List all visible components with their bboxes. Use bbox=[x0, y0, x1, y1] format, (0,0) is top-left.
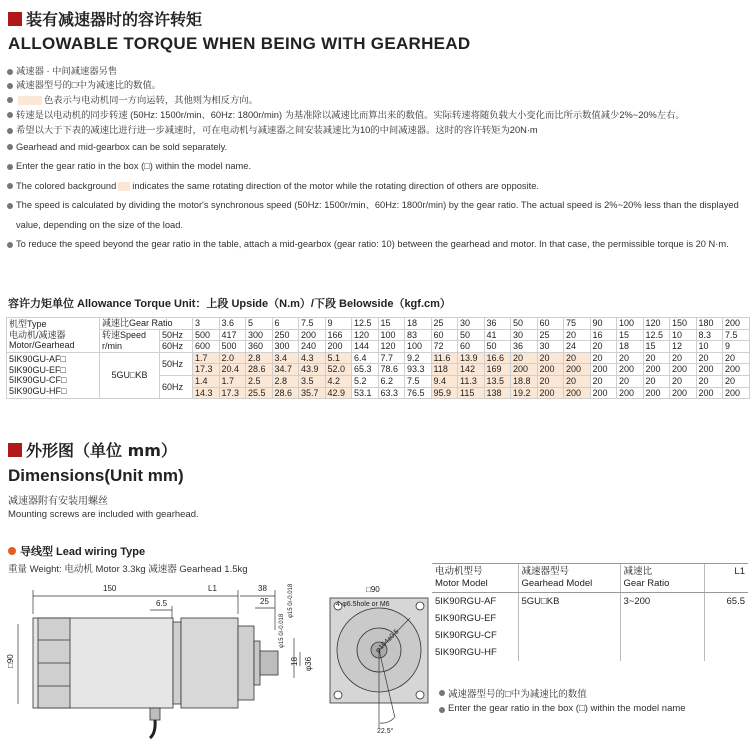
speed-cell: 36 bbox=[511, 341, 538, 353]
torque-cell: 34.7 bbox=[272, 364, 299, 376]
gearhead-model-header: 减速器型号 Gearhead Model bbox=[518, 564, 620, 593]
torque-cell: 115 bbox=[458, 387, 485, 399]
torque-cell: 4.3 bbox=[299, 352, 326, 364]
type-header: 机型Type 电动机/减速器 Motor/Gearhead bbox=[7, 318, 100, 353]
torque-cell: 2.0 bbox=[219, 352, 246, 364]
ratio-cell: 150 bbox=[670, 318, 697, 330]
ratio-row bbox=[7, 318, 750, 330]
dimension-drawing bbox=[0, 578, 432, 745]
dim-end-square-90: □90 bbox=[366, 585, 380, 594]
gear-ratio-header: 减速比 Gear Ratio bbox=[620, 564, 704, 593]
torque-cell: 20 bbox=[590, 352, 617, 364]
torque-cell: 42.9 bbox=[325, 387, 352, 399]
ratio-cell: 200 bbox=[723, 318, 750, 330]
torque-cell: 2.8 bbox=[246, 352, 273, 364]
footnote-cn: 减速器型号的□中为减速比的数值 bbox=[438, 686, 587, 700]
dim-150: 150 bbox=[103, 584, 117, 593]
dim-shaft: φ15 0/-0.018 bbox=[279, 613, 285, 648]
motor-model-header: 电动机型号 Motor Model bbox=[432, 564, 518, 593]
torque-cell: 7.5 bbox=[405, 375, 432, 387]
speed-cell: 120 bbox=[378, 341, 405, 353]
dim-holes: 4-φ6.5hole or M6 bbox=[336, 601, 390, 608]
torque-cell: 1.4 bbox=[193, 375, 220, 387]
torque-cell: 65.3 bbox=[352, 364, 379, 376]
torque-cell: 169 bbox=[484, 364, 511, 376]
dimensions-title-cn: 外形图（单位 mm） bbox=[8, 438, 177, 461]
note-item: The speed is calculated by dividing the motor's synchronous speed (50Hz: 1500r/min、60Hz: 1800r/min) by the gear ratio. The actual speed is 2%~20% less than the displayed value, depending on the size of the load. bbox=[6, 196, 748, 235]
torque-cell: 200 bbox=[617, 387, 644, 399]
hz-label: 60Hz bbox=[160, 341, 193, 353]
torque-cell: 200 bbox=[723, 387, 750, 399]
ratio-cell: 30 bbox=[458, 318, 485, 330]
speed-cell: 360 bbox=[246, 341, 273, 353]
note-item: The colored background indicates the same rotating direction of the motor while the rotating direction of others are opposite. bbox=[6, 177, 748, 197]
mounting-note-en: Mounting screws are included with gearhead. bbox=[8, 509, 199, 520]
torque-cell: 138 bbox=[484, 387, 511, 399]
speed-cell: 144 bbox=[352, 341, 379, 353]
dim-key: φ15 0/-0.018 bbox=[288, 583, 294, 618]
torque-cell: 13.9 bbox=[458, 352, 485, 364]
speed-cell: 10 bbox=[696, 341, 723, 353]
torque-cell: 2.5 bbox=[246, 375, 273, 387]
ratio-cell: 18 bbox=[405, 318, 432, 330]
torque-cell: 17.3 bbox=[219, 387, 246, 399]
ratio-cell: 7.5 bbox=[299, 318, 326, 330]
torque-cell: 9.4 bbox=[431, 375, 458, 387]
speed-cell: 60 bbox=[458, 341, 485, 353]
l1-value: 65.5 bbox=[704, 593, 748, 662]
speed-cell: 30 bbox=[511, 329, 538, 341]
gearhead-model: 5GU□KB bbox=[100, 352, 160, 398]
torque-cell: 93.3 bbox=[405, 364, 432, 376]
torque-cell: 20 bbox=[590, 375, 617, 387]
torque-cell: 20 bbox=[670, 352, 697, 364]
note-item: To reduce the speed beyond the gear ratio in the table, attach a mid-gearbox (gear ratio: 10) between the gearhead and motor. In that case, the permissible torque is 20 N·m. bbox=[6, 235, 748, 255]
note-item: Enter the gear ratio in the box (□) within the model name. bbox=[6, 157, 748, 177]
ratio-header: 减速比Gear Ratio bbox=[100, 318, 193, 330]
speed-cell: 41 bbox=[484, 329, 511, 341]
torque-cell: 200 bbox=[723, 364, 750, 376]
torque-cell: 2.8 bbox=[272, 375, 299, 387]
red-square-icon bbox=[8, 443, 22, 457]
dim-square-90: □90 bbox=[6, 654, 15, 668]
model-list: 5IK90GU-AF□ 5IK90GU-EF□ 5IK90GU-CF□ 5IK90GU-HF□ bbox=[7, 352, 100, 398]
torque-cell: 78.6 bbox=[378, 364, 405, 376]
note-item: 色表示与电动机同一方向运转，其他则为相反方向。 bbox=[6, 93, 748, 107]
torque-cell: 20 bbox=[537, 352, 564, 364]
torque-cell: 200 bbox=[643, 364, 670, 376]
notes-list bbox=[6, 64, 748, 255]
torque-cell: 6.4 bbox=[352, 352, 379, 364]
hz-label: 50Hz bbox=[160, 329, 193, 341]
torque-cell: 5.1 bbox=[325, 352, 352, 364]
ratio-cell: 60 bbox=[537, 318, 564, 330]
speed-cell: 10 bbox=[670, 329, 697, 341]
weight-label: 重量 Weight: 电动机 Motor 3.3kg 减速器 Gearhead 1.5kg bbox=[8, 564, 248, 575]
torque-50-nm-row bbox=[7, 352, 750, 364]
torque-cell: 13.5 bbox=[484, 375, 511, 387]
speed-cell: 24 bbox=[564, 341, 591, 353]
ratio-cell: 120 bbox=[643, 318, 670, 330]
ratio-cell: 12.5 bbox=[352, 318, 379, 330]
torque-cell: 19.2 bbox=[511, 387, 538, 399]
speed-cell: 200 bbox=[299, 329, 326, 341]
speed-cell: 20 bbox=[590, 341, 617, 353]
speed-cell: 500 bbox=[193, 329, 220, 341]
torque-unit-label: 容许力矩单位 Allowance Torque Unit：上段 Upside（N.m）/下段 Belowside（kgf.cm） bbox=[8, 298, 451, 310]
torque-cell: 1.7 bbox=[219, 375, 246, 387]
speed-cell: 72 bbox=[431, 341, 458, 353]
gearhead-value: 5GU□KB bbox=[518, 593, 620, 662]
torque-cell: 28.6 bbox=[246, 364, 273, 376]
torque-cell: 53.1 bbox=[352, 387, 379, 399]
torque-cell: 28.6 bbox=[272, 387, 299, 399]
torque-cell: 20 bbox=[643, 375, 670, 387]
torque-table bbox=[6, 317, 750, 399]
speed-cell: 8.3 bbox=[696, 329, 723, 341]
torque-cell: 200 bbox=[511, 364, 538, 376]
section-title-en: ALLOWABLE TORQUE WHEN BEING WITH GEARHEAD bbox=[8, 34, 471, 53]
model-row bbox=[432, 593, 748, 662]
torque-cell: 4.2 bbox=[325, 375, 352, 387]
torque-cell: 11.6 bbox=[431, 352, 458, 364]
torque-cell: 95.9 bbox=[431, 387, 458, 399]
speed-cell: 15 bbox=[643, 341, 670, 353]
torque-cell: 142 bbox=[458, 364, 485, 376]
torque-cell: 3.5 bbox=[299, 375, 326, 387]
torque-cell: 200 bbox=[643, 387, 670, 399]
speed-cell: 20 bbox=[564, 329, 591, 341]
torque-cell: 20 bbox=[643, 352, 670, 364]
note-item: 转速是以电动机的同步转速 (50Hz: 1500r/min、60Hz: 1800r/min) 为基准除以减速比而算出来的数值。实际转速将随负载大小变化而比所示数值减少2%~20%左右。 bbox=[6, 107, 748, 124]
lead-wiring-title: 导线型 Lead wiring Type bbox=[8, 543, 145, 559]
torque-cell: 20 bbox=[723, 375, 750, 387]
note-item: 减速器 · 中间减速器另售 bbox=[6, 64, 748, 78]
torque-cell: 76.5 bbox=[405, 387, 432, 399]
speed-cell: 300 bbox=[272, 341, 299, 353]
torque-cell: 63.3 bbox=[378, 387, 405, 399]
dim-6-5: 6.5 bbox=[156, 599, 168, 608]
torque-cell: 20 bbox=[617, 375, 644, 387]
torque-cell: 43.9 bbox=[299, 364, 326, 376]
ratio-cell: 3 bbox=[193, 318, 220, 330]
ratio-cell: 36 bbox=[484, 318, 511, 330]
ratio-cell: 90 bbox=[590, 318, 617, 330]
note-item: 希望以大于下表的减速比进行进一步减速时，可在电动机与减速器之间安装减速比为10的中间减速器。这时的容许转矩为20N·m bbox=[6, 123, 748, 137]
torque-cell: 7.7 bbox=[378, 352, 405, 364]
torque-cell: 20 bbox=[617, 352, 644, 364]
red-square-icon bbox=[8, 12, 22, 26]
torque-cell: 1.7 bbox=[193, 352, 220, 364]
speed-cell: 30 bbox=[537, 341, 564, 353]
speed-cell: 12.5 bbox=[643, 329, 670, 341]
motor-models: 5IK90RGU-AF 5IK90RGU-EF 5IK90RGU-CF 5IK90RGU-HF bbox=[435, 596, 497, 658]
ratio-cell: 6 bbox=[272, 318, 299, 330]
torque-cell: 20 bbox=[696, 352, 723, 364]
speed-cell: 16 bbox=[590, 329, 617, 341]
speed-cell: 500 bbox=[219, 341, 246, 353]
speed-cell: 25 bbox=[537, 329, 564, 341]
torque-cell: 200 bbox=[670, 387, 697, 399]
ratio-cell: 3.6 bbox=[219, 318, 246, 330]
torque-cell: 20 bbox=[670, 375, 697, 387]
hz-label: 60Hz bbox=[160, 375, 193, 398]
speed-cell: 600 bbox=[193, 341, 220, 353]
ratio-cell: 15 bbox=[378, 318, 405, 330]
speed-cell: 300 bbox=[246, 329, 273, 341]
torque-cell: 5.2 bbox=[352, 375, 379, 387]
speed-cell: 9 bbox=[723, 341, 750, 353]
mounting-note-cn: 减速器附有安装用螺丝 bbox=[8, 496, 108, 507]
dim-25: 25 bbox=[260, 597, 269, 606]
section-title-cn: 装有减速器时的容许转矩 bbox=[8, 7, 202, 30]
ratio-cell: 9 bbox=[325, 318, 352, 330]
speed-cell: 50 bbox=[484, 341, 511, 353]
speed-cell: 100 bbox=[405, 341, 432, 353]
torque-cell: 200 bbox=[696, 364, 723, 376]
torque-cell: 20 bbox=[564, 375, 591, 387]
torque-cell: 20.4 bbox=[219, 364, 246, 376]
torque-cell: 52.0 bbox=[325, 364, 352, 376]
torque-cell: 16.6 bbox=[484, 352, 511, 364]
dim-angle: 22.5° bbox=[377, 728, 394, 735]
speed-cell: 12 bbox=[670, 341, 697, 353]
speed-cell: 166 bbox=[325, 329, 352, 341]
ratio-cell: 50 bbox=[511, 318, 538, 330]
torque-cell: 14.3 bbox=[193, 387, 220, 399]
color-swatch bbox=[118, 182, 130, 191]
torque-cell: 18.8 bbox=[511, 375, 538, 387]
model-table bbox=[432, 563, 748, 661]
speed-header: 转速Speed r/min bbox=[100, 329, 160, 352]
speed-cell: 120 bbox=[352, 329, 379, 341]
torque-cell: 20 bbox=[537, 375, 564, 387]
speed-cell: 60 bbox=[431, 329, 458, 341]
torque-cell: 200 bbox=[537, 364, 564, 376]
torque-cell: 200 bbox=[617, 364, 644, 376]
ratio-cell: 5 bbox=[246, 318, 273, 330]
torque-cell: 200 bbox=[670, 364, 697, 376]
torque-cell: 9.2 bbox=[405, 352, 432, 364]
torque-cell: 20 bbox=[723, 352, 750, 364]
torque-cell: 17.3 bbox=[193, 364, 220, 376]
torque-cell: 200 bbox=[564, 364, 591, 376]
torque-cell: 25.5 bbox=[246, 387, 273, 399]
hz-label: 50Hz bbox=[160, 352, 193, 375]
torque-cell: 20 bbox=[564, 352, 591, 364]
torque-cell: 200 bbox=[537, 387, 564, 399]
torque-cell: 3.4 bbox=[272, 352, 299, 364]
dimensions-title-en: Dimensions(Unit mm) bbox=[8, 466, 184, 485]
ratio-cell: 180 bbox=[696, 318, 723, 330]
orange-dot-icon bbox=[8, 547, 16, 555]
torque-cell: 11.3 bbox=[458, 375, 485, 387]
ratio-cell: 25 bbox=[431, 318, 458, 330]
ratio-cell: 75 bbox=[564, 318, 591, 330]
dim-phi36: φ36 bbox=[304, 656, 313, 671]
l1-header: L1 bbox=[704, 564, 748, 593]
dim-38: 38 bbox=[258, 584, 267, 593]
torque-cell: 200 bbox=[590, 364, 617, 376]
footnote-en: Enter the gear ratio in the box (□) within the model name bbox=[438, 703, 686, 714]
ratio-value: 3~200 bbox=[620, 593, 704, 662]
note-item: Gearhead and mid-gearbox can be sold separately. bbox=[6, 138, 748, 158]
torque-cell: 200 bbox=[564, 387, 591, 399]
speed-cell: 100 bbox=[378, 329, 405, 341]
torque-cell: 118 bbox=[431, 364, 458, 376]
speed-cell: 200 bbox=[325, 341, 352, 353]
speed-cell: 417 bbox=[219, 329, 246, 341]
speed-cell: 250 bbox=[272, 329, 299, 341]
speed-cell: 240 bbox=[299, 341, 326, 353]
torque-cell: 20 bbox=[696, 375, 723, 387]
speed-cell: 15 bbox=[617, 329, 644, 341]
torque-cell: 6.2 bbox=[378, 375, 405, 387]
speed-cell: 83 bbox=[405, 329, 432, 341]
dim-18: 18 bbox=[290, 657, 299, 666]
torque-cell: 20 bbox=[511, 352, 538, 364]
torque-cell: 200 bbox=[696, 387, 723, 399]
note-item: 减速器型号的□中为减速比的数值。 bbox=[6, 78, 748, 92]
dim-l1: L1 bbox=[208, 584, 217, 593]
color-swatch bbox=[18, 96, 42, 105]
speed-50-row bbox=[7, 329, 750, 341]
torque-cell: 35.7 bbox=[299, 387, 326, 399]
speed-cell: 7.5 bbox=[723, 329, 750, 341]
dim-pcd: φ104±0.5 bbox=[374, 628, 401, 655]
speed-cell: 18 bbox=[617, 341, 644, 353]
ratio-cell: 100 bbox=[617, 318, 644, 330]
speed-cell: 50 bbox=[458, 329, 485, 341]
torque-cell: 200 bbox=[590, 387, 617, 399]
